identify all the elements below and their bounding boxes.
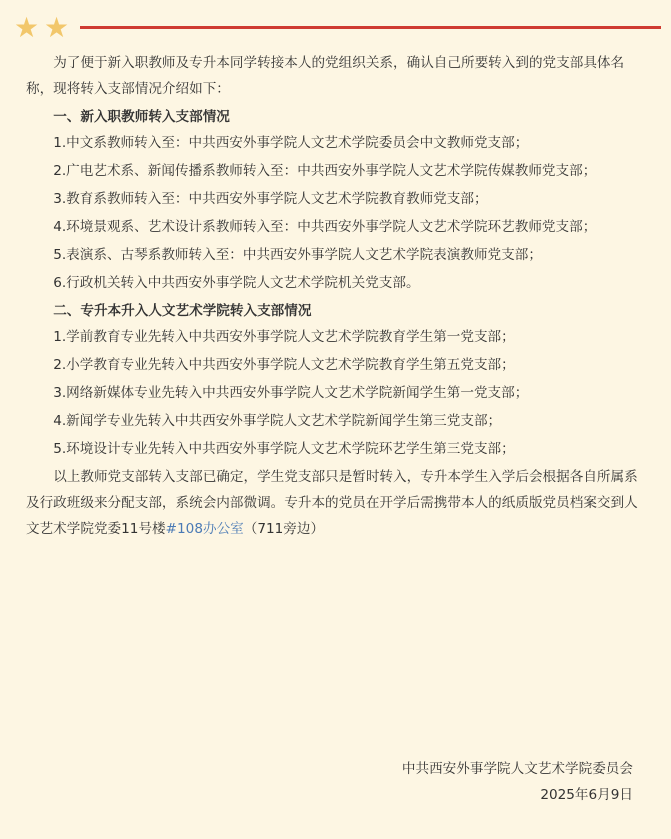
list-item: 5.表演系、古琴系教师转入至：中共西安外事学院人文艺术学院表演教师党支部； [53, 247, 542, 263]
list-item: 3.教育系教师转入至：中共西安外事学院人文艺术学院教育教师党支部； [53, 191, 488, 207]
section-heading-teachers: 一、新入职教师转入支部情况 [53, 109, 230, 125]
list-item: 2.小学教育专业先转入中共西安外事学院人文艺术学院教育学生第五党支部； [53, 357, 515, 373]
list-item: 1.中文系教师转入至：中共西安外事学院人文艺术学院委员会中文教师党支部； [53, 135, 529, 151]
intro-paragraph: 为了便于新入职教师及专升本同学转接本人的党组织关系，确认自己所要转入到的党支部具体名称，现将转入支部情况介绍如下： [26, 55, 625, 97]
list-item: 6.行政机关转入中共西安外事学院人文艺术学院机关党支部。 [53, 275, 420, 291]
closing-paragraph [26, 464, 640, 542]
header-decoration [14, 12, 661, 44]
list-item: 1.学前教育专业先转入中共西安外事学院人文艺术学院教育学生第一党支部； [53, 329, 515, 345]
signature-block [402, 756, 633, 808]
list-item: 4.环境景观系、艺术设计系教师转入至：中共西安外事学院人文艺术学院环艺教师党支部； [53, 219, 597, 235]
closing-suffix: （711旁边） [243, 521, 325, 537]
article-body [26, 50, 640, 542]
signature-date: 2025年6月9日 [540, 787, 633, 803]
list-item: 5.环境设计专业先转入中共西安外事学院人文艺术学院环艺学生第三党支部； [53, 441, 515, 457]
signature-org: 中共西安外事学院人文艺术学院委员会 [401, 761, 633, 777]
closing-text: 以上教师党支部转入支部已确定，学生党支部只是暂时转入，专升本学生入学后会根据各自所属系及行政班级来分配支部，系统会内部微调。专升本的党员在开学后需携带本人的纸质版党员档案交到人文艺术学院党委11号楼 [26, 469, 638, 537]
section-heading-students: 二、专升本升入人文艺术学院转入支部情况 [53, 303, 312, 319]
star-icon: ★ [14, 11, 40, 44]
star-icon: ★ [44, 11, 70, 44]
header-divider [80, 26, 661, 29]
list-item: 4.新闻学专业先转入中共西安外事学院人文艺术学院新闻学生第三党支部； [53, 413, 502, 429]
office-link[interactable]: #108办公室 [165, 521, 244, 537]
list-item: 3.网络新媒体专业先转入中共西安外事学院人文艺术学院新闻学生第一党支部； [53, 385, 529, 401]
list-item: 2.广电艺术系、新闻传播系教师转入至：中共西安外事学院人文艺术学院传媒教师党支部； [53, 163, 597, 179]
